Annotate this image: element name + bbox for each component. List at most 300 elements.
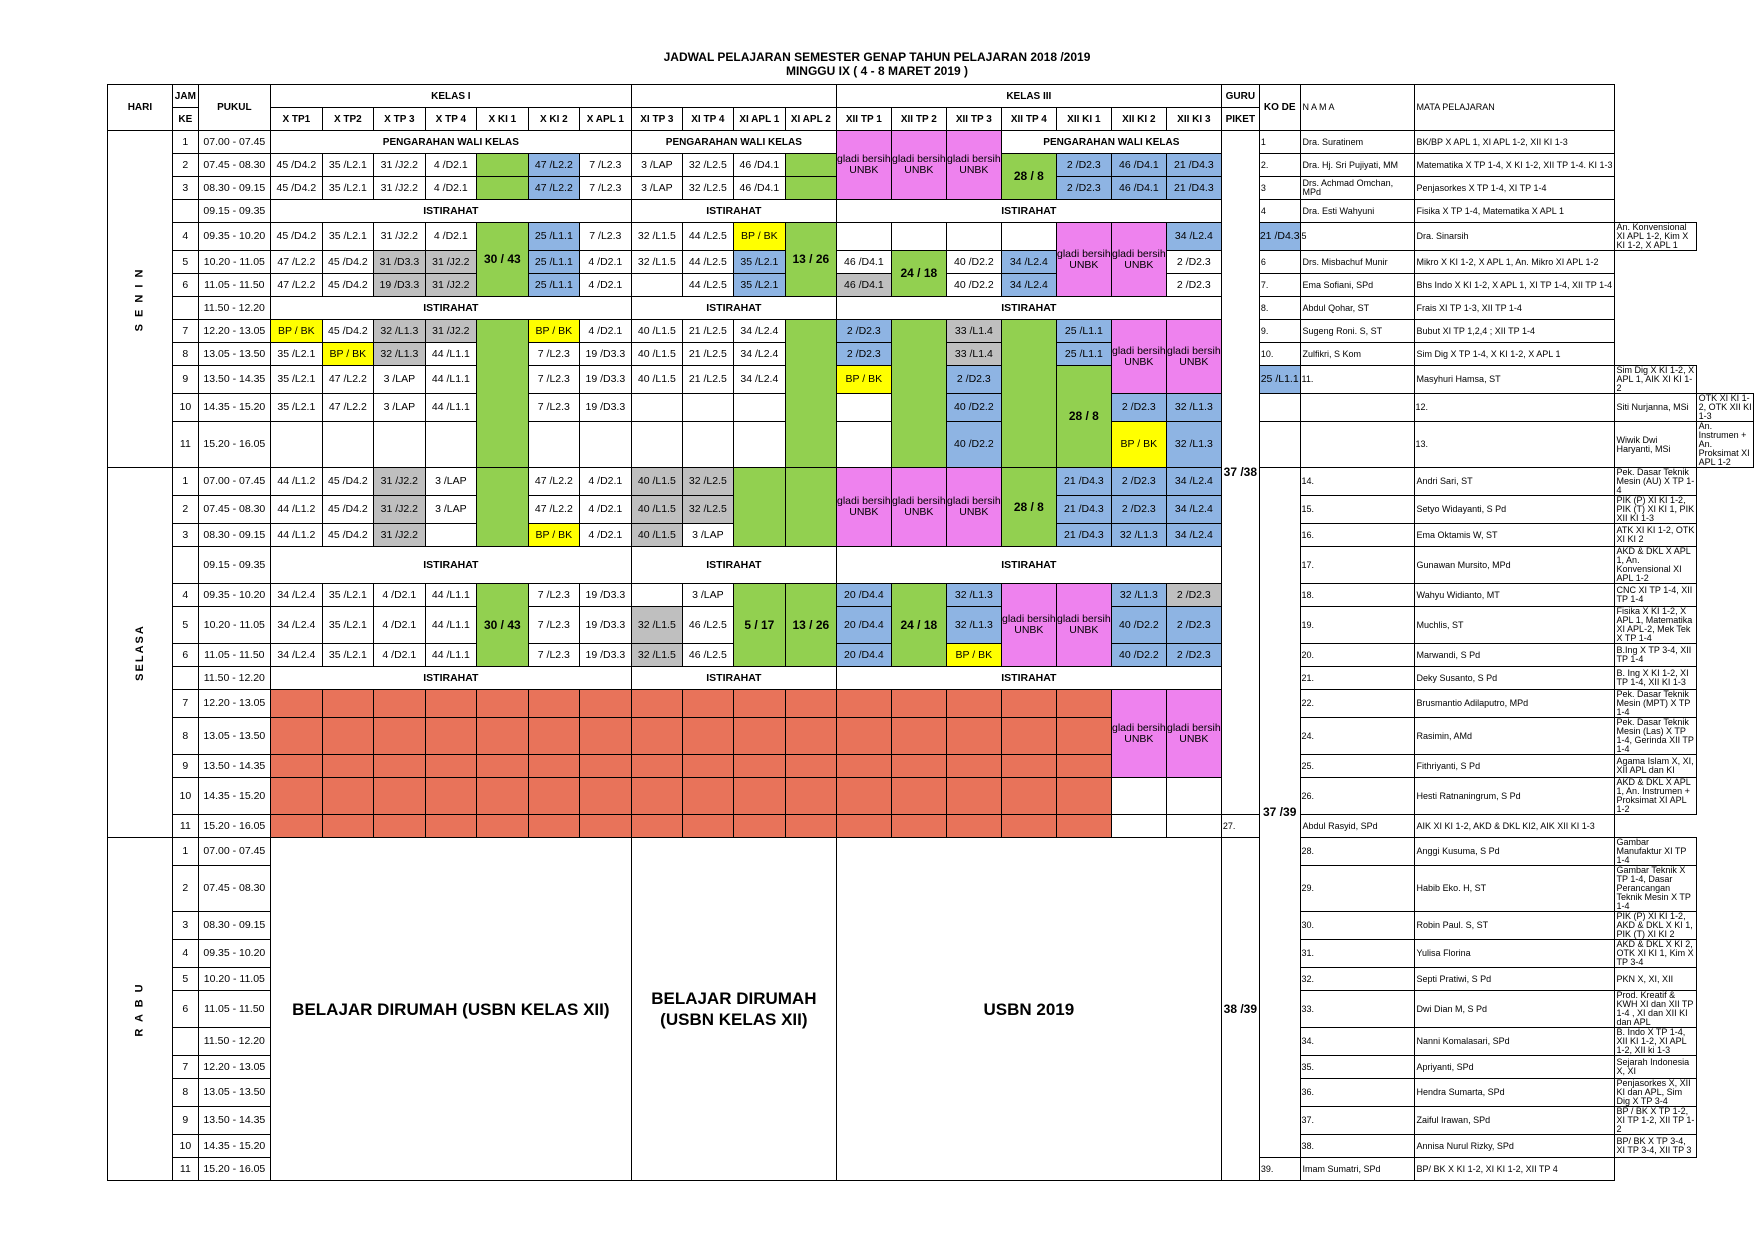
combined-class: 24 / 18 (891, 251, 946, 297)
teacher-subject: Pek. Dasar Teknik Mesin (Las) X TP 1-4, Gerinda XII TP 1-4 (1614, 718, 1696, 755)
day-label: S E N I N (133, 267, 146, 331)
blocked-cell (631, 778, 682, 815)
blocked-cell (373, 718, 425, 755)
header-piket: PIKET (1221, 108, 1259, 131)
schedule-cell: 40 /L1.5 (631, 496, 682, 524)
class-header: X TP 4 (425, 108, 476, 131)
teacher-subject: BK/BP X APL 1, XI APL 1-2, XII KI 1-3 (1414, 131, 1614, 154)
teacher-subject: An. Instrumen + An. Proksimat XI APL 1-2 (1696, 422, 1753, 468)
schedule-cell: 45 /D4.2 (270, 223, 322, 251)
blocked-cell (476, 718, 528, 755)
blocked-cell (322, 690, 373, 718)
schedule-cell (476, 320, 528, 468)
blocked-cell (891, 778, 946, 815)
guru-piket: 37 /38 (1221, 131, 1259, 815)
jam-ke: 4 (172, 223, 198, 251)
schedule-cell: 19 /D3.3 (373, 274, 425, 297)
time-slot: 14.35 - 15.20 (198, 778, 270, 815)
schedule-cell: 35 /L2.1 (733, 274, 785, 297)
schedule-cell: 46 /D4.1 (733, 154, 785, 177)
teacher-name: Dra. Sinarsih (1414, 223, 1614, 251)
time-slot: 15.20 - 16.05 (198, 1158, 270, 1181)
blocked-cell (891, 755, 946, 778)
jam-ke: 11 (172, 815, 198, 838)
schedule-cell: 32 /L2.5 (682, 154, 733, 177)
schedule-cell: 32 /L2.5 (682, 496, 733, 524)
class-header: XI APL 2 (785, 108, 836, 131)
schedule-cell: 19 /D3.3 (579, 584, 631, 607)
blocked-cell (1001, 718, 1056, 755)
schedule-cell: 20 /D4.4 (836, 584, 891, 607)
teacher-name: Ema Oktamis W, ST (1414, 524, 1614, 547)
istirahat: ISTIRAHAT (631, 547, 836, 584)
blocked-cell (476, 755, 528, 778)
schedule-cell (836, 394, 891, 422)
blocked-cell (528, 718, 579, 755)
schedule-cell: 4 /D2.1 (579, 468, 631, 496)
time-slot: 13.05 - 13.50 (198, 718, 270, 755)
jam-ke: 6 (172, 274, 198, 297)
teacher-code: 26. (1300, 778, 1414, 815)
schedule-cell: 46 /L2.5 (682, 644, 733, 667)
schedule-cell: 35 /L2.1 (322, 223, 373, 251)
teacher-code: 34. (1300, 1028, 1414, 1056)
header-kode: KO DE (1259, 85, 1300, 131)
teacher-name: Yulisa Florina (1414, 940, 1614, 968)
schedule-cell (476, 177, 528, 200)
jam-ke (172, 667, 198, 690)
schedule-cell: 31 /D3.3 (373, 251, 425, 274)
blocked-cell (785, 815, 836, 838)
combined-class: 28 / 8 (1001, 154, 1056, 200)
teacher-code: 35. (1300, 1056, 1414, 1079)
blocked-cell (836, 718, 891, 755)
schedule-cell (631, 584, 682, 607)
schedule-cell (1111, 778, 1166, 815)
belajar-dirumah: BELAJAR DIRUMAH (USBN KELAS XII) (631, 838, 836, 1181)
schedule-cell: 34 /L2.4 (1166, 223, 1221, 251)
teacher-subject: BP / BK X TP 1-2, XI TP 1-2, XII TP 1-2 (1614, 1107, 1696, 1135)
schedule-cell (891, 223, 946, 251)
schedule-cell: 3 /LAP (373, 394, 425, 422)
header-jam: JAM (172, 85, 198, 108)
blocked-cell (631, 718, 682, 755)
istirahat: ISTIRAHAT (836, 200, 1221, 223)
time-slot: 09.35 - 10.20 (198, 940, 270, 968)
table-row (108, 131, 1754, 154)
teacher-subject: Mikro X KI 1-2, X APL 1, An. Mikro XI APL 1-2 (1414, 251, 1614, 274)
teacher-name: Rasimin, AMd (1414, 718, 1614, 755)
schedule-cell: 19 /D3.3 (579, 394, 631, 422)
guru-piket: 38 /39 (1221, 838, 1259, 1181)
gladi-bersih: gladi bersih UNBK (891, 468, 946, 547)
schedule-cell: 21 /D4.3 (1056, 496, 1111, 524)
schedule-cell: 4 /D2.1 (579, 496, 631, 524)
blocked-cell (579, 815, 631, 838)
teacher-subject: Gambar Teknik X TP 1-4, Dasar Perancangan Teknik Mesin X TP 1-4 (1614, 866, 1696, 912)
teacher-name: Siti Nurjanna, MSi (1614, 394, 1696, 422)
teacher-name: Septi Pratiwi, S Pd (1414, 968, 1614, 991)
jam-ke: 2 (172, 154, 198, 177)
blocked-cell (733, 718, 785, 755)
istirahat: ISTIRAHAT (631, 297, 836, 320)
schedule-cell: 40 /L1.5 (631, 366, 682, 394)
schedule-cell: 32 /L2.5 (682, 468, 733, 496)
time-slot: 11.50 - 12.20 (198, 1028, 270, 1056)
time-slot: 13.50 - 14.35 (198, 755, 270, 778)
schedule-cell (528, 422, 579, 468)
schedule-cell (425, 422, 476, 468)
jam-ke (172, 200, 198, 223)
schedule-cell: 45 /D4.2 (270, 154, 322, 177)
schedule-cell: 19 /D3.3 (579, 644, 631, 667)
blocked-cell (682, 815, 733, 838)
schedule-cell: 31 /J2.2 (425, 274, 476, 297)
jam-ke: 3 (172, 912, 198, 940)
schedule-cell (785, 468, 836, 547)
schedule-cell: 34 /L2.4 (1166, 524, 1221, 547)
blocked-cell (946, 718, 1001, 755)
teacher-subject: ATK XI KI 1-2, OTK XI KI 2 (1614, 524, 1696, 547)
teacher-code: 33. (1300, 991, 1414, 1028)
gladi-bersih: gladi bersih UNBK (946, 131, 1001, 200)
blocked-cell (1001, 755, 1056, 778)
teacher-code: 7. (1259, 274, 1300, 297)
time-slot: 12.20 - 13.05 (198, 320, 270, 343)
teacher-subject: Bhs Indo X KI 1-2, X APL 1, XI TP 1-4, XII TP 1-4 (1414, 274, 1614, 297)
teacher-code: 15. (1300, 496, 1414, 524)
schedule-cell: 31 /J2.2 (373, 468, 425, 496)
blocked-cell (733, 690, 785, 718)
schedule-cell: 25 /L1.1 (1056, 320, 1111, 343)
schedule-cell: 4 /D2.1 (579, 320, 631, 343)
schedule-table (107, 84, 1754, 1181)
schedule-cell: 34 /L2.4 (1166, 468, 1221, 496)
table-row (108, 815, 1754, 838)
schedule-cell: 33 /L1.4 (946, 343, 1001, 366)
blocked-cell (631, 690, 682, 718)
teacher-code: 11. (1300, 366, 1414, 394)
teacher-code: 22. (1300, 690, 1414, 718)
class-header: XI TP 4 (682, 108, 733, 131)
blocked-cell (425, 778, 476, 815)
class-header: X KI 2 (528, 108, 579, 131)
schedule-cell: 7 /L2.3 (528, 366, 579, 394)
jam-ke: 10 (172, 1135, 198, 1158)
blocked-cell (946, 778, 1001, 815)
schedule-cell: 34 /L2.4 (733, 366, 785, 394)
combined-class: 28 / 8 (1056, 366, 1111, 468)
schedule-cell: BP / BK (528, 524, 579, 547)
blocked-cell (528, 778, 579, 815)
time-slot: 13.05 - 13.50 (198, 1079, 270, 1107)
teacher-subject: PIK (P) XI KI 1-2, PIK (T) XI KI 1, PIK XII KI 1-3 (1614, 496, 1696, 524)
time-slot: 10.20 - 11.05 (198, 968, 270, 991)
teacher-code: 38. (1300, 1135, 1414, 1158)
gladi-bersih: gladi bersih UNBK (891, 131, 946, 200)
schedule-cell: 31 /J2.2 (373, 177, 425, 200)
time-slot: 07.00 - 07.45 (198, 838, 270, 866)
schedule-cell (476, 468, 528, 547)
time-slot: 11.50 - 12.20 (198, 297, 270, 320)
teacher-subject: BP/ BK X KI 1-2, XI KI 1-2, XII TP 4 (1414, 1158, 1614, 1181)
blocked-cell (682, 718, 733, 755)
schedule-cell: 34 /L2.4 (270, 607, 322, 644)
teacher-name: Brusmantio Adilaputro, MPd (1414, 690, 1614, 718)
schedule-cell: 20 /D4.4 (836, 644, 891, 667)
schedule-cell: 46 /L2.5 (682, 607, 733, 644)
teacher-name: Marwandi, S Pd (1414, 644, 1614, 667)
schedule-cell: 32 /L1.3 (1166, 394, 1221, 422)
teacher-name: Abdul Qohar, ST (1300, 297, 1414, 320)
blocked-cell (785, 778, 836, 815)
schedule-cell (322, 422, 373, 468)
schedule-cell: 4 /D2.1 (579, 274, 631, 297)
blocked-cell (1001, 690, 1056, 718)
teacher-subject: AKD & DKL X APL 1, An. Instrumen + Proksimat XI APL 1-2 (1614, 778, 1696, 815)
blocked-cell (785, 718, 836, 755)
blocked-cell (579, 690, 631, 718)
teacher-code: 18. (1300, 584, 1414, 607)
jam-ke: 1 (172, 468, 198, 496)
teacher-code: 3 (1259, 177, 1300, 200)
teacher-name: Deky Susanto, S Pd (1414, 667, 1614, 690)
gladi-bersih: gladi bersih UNBK (1056, 584, 1111, 667)
schedule-cell: 2 /D2.3 (1166, 251, 1221, 274)
schedule-body (108, 85, 1754, 1181)
blocked-cell (1056, 718, 1111, 755)
schedule-cell: 2 /D2.3 (1166, 274, 1221, 297)
header-mapel: MATA PELAJARAN (1414, 85, 1614, 131)
schedule-cell: 35 /L2.1 (322, 644, 373, 667)
class-header: XII KI 2 (1111, 108, 1166, 131)
teacher-subject: Agama Islam X, XI, XII APL dan KI (1614, 755, 1696, 778)
teacher-subject: B.Ing X TP 3-4, XII TP 1-4 (1614, 644, 1696, 667)
class-header: X TP2 (322, 108, 373, 131)
teacher-code: 13. (1414, 422, 1614, 468)
schedule-cell: 35 /L2.1 (322, 177, 373, 200)
time-slot: 08.30 - 09.15 (198, 912, 270, 940)
schedule-cell: 46 /D4.1 (1111, 177, 1166, 200)
schedule-cell: 2 /D2.3 (1166, 584, 1221, 607)
teacher-name: Sugeng Roni. S, ST (1300, 320, 1414, 343)
schedule-cell: 3 /LAP (631, 154, 682, 177)
blocked-cell (476, 778, 528, 815)
schedule-cell: 44 /L2.5 (682, 223, 733, 251)
schedule-cell: 32 /L1.5 (631, 223, 682, 251)
jam-ke: 6 (172, 991, 198, 1028)
schedule-cell: 45 /D4.2 (322, 468, 373, 496)
jam-ke: 1 (172, 838, 198, 866)
schedule-cell: 47 /L2.2 (270, 251, 322, 274)
gladi-bersih: gladi bersih UNBK (1166, 320, 1221, 394)
istirahat: ISTIRAHAT (836, 667, 1221, 690)
schedule-cell: 40 /D2.2 (946, 394, 1001, 422)
schedule-cell: 32 /L1.3 (1111, 524, 1166, 547)
schedule-cell: 45 /D4.2 (322, 251, 373, 274)
header-hari: HARI (108, 85, 173, 131)
schedule-cell: 2 /D2.3 (836, 343, 891, 366)
schedule-cell: 44 /L1.2 (270, 496, 322, 524)
schedule-cell: 7 /L2.3 (528, 607, 579, 644)
schedule-cell: 2 /D2.3 (1111, 496, 1166, 524)
header-kelas-i: KELAS I (270, 85, 631, 108)
blocked-cell (1001, 815, 1056, 838)
time-slot: 10.20 - 11.05 (198, 251, 270, 274)
teacher-name: Dra. Suratinem (1300, 131, 1414, 154)
schedule-cell: BP / BK (836, 366, 891, 394)
teacher-subject: Bubut XI TP 1,2,4 ; XII TP 1-4 (1414, 320, 1614, 343)
time-slot: 11.05 - 11.50 (198, 991, 270, 1028)
time-slot: 12.20 - 13.05 (198, 690, 270, 718)
jam-ke: 8 (172, 718, 198, 755)
istirahat: ISTIRAHAT (270, 297, 631, 320)
blocked-cell (836, 755, 891, 778)
day-selasa (108, 468, 173, 838)
teacher-code: 36. (1300, 1079, 1414, 1107)
jam-ke: 5 (172, 968, 198, 991)
schedule-cell: 35 /L2.1 (322, 154, 373, 177)
teacher-code: 30. (1300, 912, 1414, 940)
schedule-cell: 32 /L1.3 (946, 607, 1001, 644)
blocked-cell (373, 815, 425, 838)
schedule-cell: 45 /D4.2 (322, 320, 373, 343)
schedule-cell (1300, 422, 1414, 468)
schedule-cell (1300, 394, 1414, 422)
teacher-name: Annisa Nurul Rizky, SPd (1414, 1135, 1614, 1158)
teacher-code: 27. (1221, 815, 1259, 838)
teacher-name: Hesti Ratnaningrum, S Pd (1414, 778, 1614, 815)
teacher-subject: AKD & DKL X KI 2, OTK XI KI 1, Kim X TP 3-4 (1614, 940, 1696, 968)
schedule-cell: 44 /L1.1 (425, 394, 476, 422)
teacher-name: Zaiful Irawan, SPd (1414, 1107, 1614, 1135)
schedule-cell: 40 /L1.5 (631, 468, 682, 496)
time-slot: 07.00 - 07.45 (198, 468, 270, 496)
teacher-code: 25. (1300, 755, 1414, 778)
teacher-code: 8. (1259, 297, 1300, 320)
schedule-cell: 34 /L2.4 (1001, 274, 1056, 297)
schedule-cell: 32 /L1.3 (1166, 422, 1221, 468)
schedule-cell: 35 /L2.1 (322, 584, 373, 607)
table-row (108, 584, 1754, 607)
table-row (108, 667, 1754, 690)
schedule-cell: 4 /D2.1 (425, 177, 476, 200)
schedule-cell: 2 /D2.3 (1111, 394, 1166, 422)
schedule-cell: 35 /L2.1 (270, 366, 322, 394)
class-header: X TP1 (270, 108, 322, 131)
schedule-cell (785, 154, 836, 177)
table-row (108, 690, 1754, 718)
blocked-cell (528, 815, 579, 838)
teacher-name: Wiwik Dwi Haryanti, MSi (1614, 422, 1696, 468)
istirahat: ISTIRAHAT (836, 547, 1221, 584)
schedule-cell: 44 /L1.1 (425, 366, 476, 394)
header-kelas-ii (631, 85, 836, 108)
table-row (108, 223, 1754, 251)
class-header: X KI 1 (476, 108, 528, 131)
jam-ke: 5 (172, 607, 198, 644)
teacher-code: 6 (1259, 251, 1300, 274)
schedule-cell: 35 /L2.1 (733, 251, 785, 274)
teacher-name: Muchlis, ST (1414, 607, 1614, 644)
time-slot: 14.35 - 15.20 (198, 394, 270, 422)
guru-piket: 37 /39 (1259, 468, 1300, 1158)
teacher-subject: Penjasorkes X TP 1-4, XI TP 1-4 (1414, 177, 1614, 200)
schedule-cell: 25 /L1.1 (1056, 343, 1111, 366)
teacher-code: 32. (1300, 968, 1414, 991)
time-slot: 11.05 - 11.50 (198, 274, 270, 297)
schedule-cell: 40 /D2.2 (946, 422, 1001, 468)
schedule-cell: 31 /J2.2 (373, 154, 425, 177)
jam-ke: 7 (172, 1056, 198, 1079)
teacher-code: 16. (1300, 524, 1414, 547)
header-guru: GURU (1221, 85, 1259, 108)
jam-ke: 6 (172, 644, 198, 667)
schedule-cell: 3 /LAP (425, 468, 476, 496)
schedule-cell: 45 /D4.2 (270, 177, 322, 200)
class-header: XI TP 3 (631, 108, 682, 131)
blocked-cell (528, 755, 579, 778)
teacher-subject: Frais XI TP 1-3, XII TP 1-4 (1414, 297, 1614, 320)
schedule-cell: 40 /D2.2 (1111, 644, 1166, 667)
schedule-cell: 45 /D4.2 (322, 496, 373, 524)
header-nama: N A M A (1300, 85, 1414, 131)
schedule-cell: 2 /D2.3 (1056, 154, 1111, 177)
schedule-cell (1001, 320, 1056, 468)
teacher-name: Abdul Rasyid, SPd (1300, 815, 1414, 838)
schedule-cell (1259, 394, 1300, 422)
schedule-cell: BP / BK (1111, 422, 1166, 468)
schedule-cell: 25 /L1.1 (528, 251, 579, 274)
blocked-cell (322, 778, 373, 815)
gladi-bersih: gladi bersih UNBK (1111, 320, 1166, 394)
teacher-subject: B. Indo X TP 1-4, XII KI 1-2, XI APL 1-2, XII ki 1-3 (1614, 1028, 1696, 1056)
teacher-code: 29. (1300, 866, 1414, 912)
schedule-cell: 2 /D2.3 (836, 320, 891, 343)
schedule-cell: 7 /L2.3 (528, 343, 579, 366)
schedule-cell: 32 /L1.5 (631, 644, 682, 667)
blocked-cell (733, 778, 785, 815)
gladi-bersih: gladi bersih UNBK (1111, 690, 1166, 778)
teacher-name: Nanni Komalasari, SPd (1414, 1028, 1614, 1056)
schedule-cell: BP / BK (322, 343, 373, 366)
teacher-name: Wahyu Widianto, MT (1414, 584, 1614, 607)
schedule-cell: 32 /L1.3 (373, 320, 425, 343)
combined-class: 30 / 43 (476, 223, 528, 297)
schedule-cell (1259, 422, 1300, 468)
teacher-name: Dra. Esti Wahyuni (1300, 200, 1414, 223)
class-header: XII TP 4 (1001, 108, 1056, 131)
jam-ke: 2 (172, 496, 198, 524)
schedule-cell: 2 /D2.3 (1166, 644, 1221, 667)
schedule-cell: 46 /D4.1 (733, 177, 785, 200)
blocked-cell (425, 815, 476, 838)
blocked-cell (946, 755, 1001, 778)
header-pukul: PUKUL (198, 85, 270, 131)
pengarahan-wali-kelas: PENGARAHAN WALI KELAS (631, 131, 836, 154)
time-slot: 08.30 - 09.15 (198, 524, 270, 547)
schedule-cell (1001, 223, 1056, 251)
blocked-cell (579, 778, 631, 815)
time-slot: 13.05 - 13.50 (198, 343, 270, 366)
table-row (108, 297, 1754, 320)
schedule-cell (1166, 815, 1221, 838)
schedule-cell: 45 /D4.2 (322, 274, 373, 297)
blocked-cell (733, 815, 785, 838)
teacher-code: 5 (1300, 223, 1414, 251)
schedule-cell: BP / BK (946, 644, 1001, 667)
schedule-cell: 44 /L2.5 (682, 251, 733, 274)
